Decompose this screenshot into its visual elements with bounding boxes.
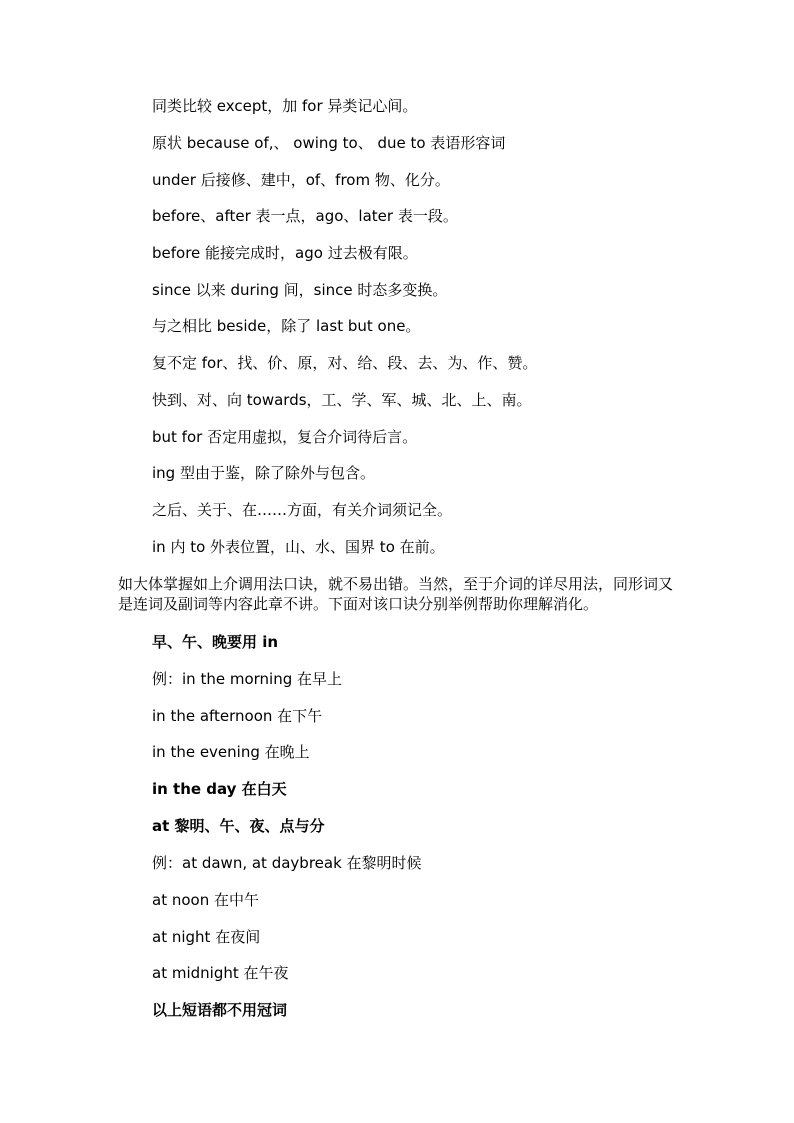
mnemonic-line: in 内 to 外表位置，山、水、国界 to 在前。: [152, 538, 445, 556]
example-line-bold: in the day 在白天: [152, 780, 287, 798]
mnemonic-line: 与之相比 beside，除了 last but one。: [152, 317, 421, 335]
example-line: in the evening 在晚上: [152, 743, 310, 761]
intro-paragraph: 如大体掌握如上介调用法口诀，就不易出错。当然，至于介词的详尽用法，同形词又是连词及副词等内容此章不讲。下面对该口诀分别举例帮助你理解消化。: [118, 575, 674, 613]
mnemonic-line: but for 否定用虚拟，复合介词待后言。: [152, 428, 418, 446]
example-line: in the afternoon 在下午: [152, 707, 323, 725]
section-heading: 早、午、晚要用 in: [152, 633, 279, 651]
mnemonic-line: before、after 表一点，ago、later 表一段。: [152, 207, 458, 225]
example-line: at night 在夜间: [152, 928, 261, 946]
example-line: 例：in the morning 在早上: [152, 670, 342, 688]
section-heading: at 黎明、午、夜、点与分: [152, 817, 325, 835]
mnemonic-line: 之后、关于、在……方面，有关介词须记全。: [152, 501, 453, 519]
example-line: at noon 在中午: [152, 891, 259, 909]
mnemonic-line: since 以来 during 间，since 时态多变换。: [152, 281, 448, 299]
section-note: 以上短语都不用冠词: [152, 1001, 288, 1019]
example-line: 例：at dawn, at daybreak 在黎明时候: [152, 854, 422, 872]
example-line: at midnight 在午夜: [152, 964, 289, 982]
mnemonic-line: ing 型由于鉴，除了除外与包含。: [152, 464, 375, 482]
mnemonic-line: 快到、对、向 towards，工、学、军、城、北、上、南。: [152, 391, 532, 409]
mnemonic-line: before 能接完成时，ago 过去极有限。: [152, 244, 418, 262]
mnemonic-line: 原状 because of,、 owing to、 due to 表语形容词: [152, 134, 506, 152]
mnemonic-line: 同类比较 except，加 for 异类记心间。: [152, 97, 418, 115]
mnemonic-line: under 后接修、建中，of、from 物、化分。: [152, 171, 450, 189]
mnemonic-line: 复不定 for、找、价、原，对、给、段、去、为、作、赞。: [152, 354, 538, 372]
